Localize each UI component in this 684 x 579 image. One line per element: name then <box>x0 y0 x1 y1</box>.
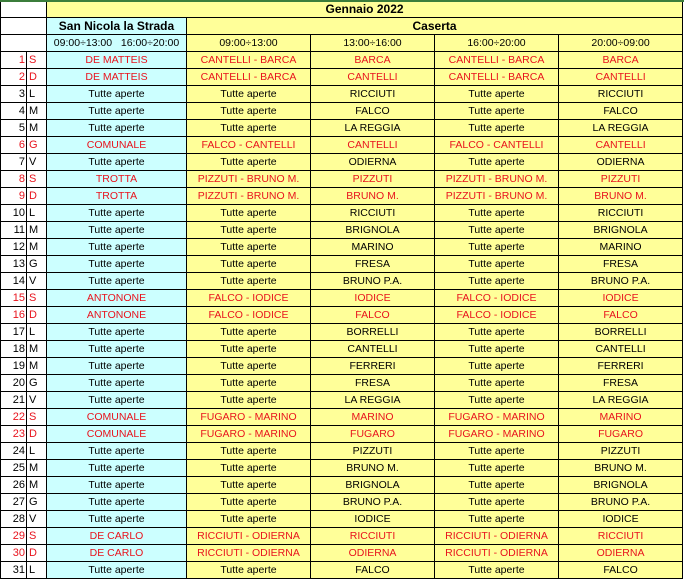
caserta-shift-4[interactable]: IODICE <box>559 511 683 528</box>
caserta-shift-2[interactable]: BRUNO M. <box>311 460 435 477</box>
schedule-rows <box>1 52 683 579</box>
caserta-shift-3[interactable]: Tutte aperte <box>435 222 559 239</box>
day-number[interactable]: 22 <box>1 409 27 426</box>
shift-hours-san-nicola[interactable]: 09:00÷13:00 16:00÷20:00 <box>47 35 187 52</box>
caserta-shift-2[interactable]: FALCO <box>311 562 435 579</box>
day-of-week[interactable]: V <box>27 273 47 290</box>
day-number[interactable]: 27 <box>1 494 27 511</box>
caserta-shift-3[interactable]: PIZZUTI - BRUNO M. <box>435 188 559 205</box>
caserta-shift-3[interactable]: FUGARO - MARINO <box>435 409 559 426</box>
caserta-shift-2[interactable]: MARINO <box>311 409 435 426</box>
day-number[interactable]: 7 <box>1 154 27 171</box>
day-number[interactable]: 28 <box>1 511 27 528</box>
caserta-shift-3[interactable]: Tutte aperte <box>435 375 559 392</box>
san-nicola-shift[interactable]: DE MATTEIS <box>47 69 187 86</box>
san-nicola-shift[interactable]: COMUNALE <box>47 137 187 154</box>
day-of-week[interactable]: S <box>27 52 47 69</box>
shift-hours-caserta-1[interactable]: 09:00÷13:00 <box>187 35 311 52</box>
san-nicola-shift[interactable]: Tutte aperte <box>47 239 187 256</box>
caserta-shift-4[interactable]: BRUNO P.A. <box>559 273 683 290</box>
day-of-week[interactable]: G <box>27 494 47 511</box>
table-row <box>1 222 683 239</box>
san-nicola-shift[interactable]: DE CARLO <box>47 545 187 562</box>
table-row <box>1 358 683 375</box>
day-of-week[interactable]: M <box>27 460 47 477</box>
day-number[interactable]: 24 <box>1 443 27 460</box>
day-number[interactable]: 10 <box>1 205 27 222</box>
table-row <box>1 341 683 358</box>
shift-hours-caserta-3[interactable]: 16:00÷20:00 <box>435 35 559 52</box>
caserta-shift-2[interactable]: ODIERNA <box>311 545 435 562</box>
caserta-shift-3[interactable]: Tutte aperte <box>435 392 559 409</box>
caserta-shift-4[interactable]: PIZZUTI <box>559 171 683 188</box>
caserta-shift-3[interactable]: Tutte aperte <box>435 324 559 341</box>
caserta-shift-2[interactable]: MARINO <box>311 239 435 256</box>
caserta-shift-2[interactable]: RICCIUTI <box>311 86 435 103</box>
caserta-shift-2[interactable]: FERRERI <box>311 358 435 375</box>
caserta-shift-3[interactable]: Tutte aperte <box>435 341 559 358</box>
caserta-shift-2[interactable]: BORRELLI <box>311 324 435 341</box>
day-of-week[interactable]: S <box>27 171 47 188</box>
day-of-week[interactable]: V <box>27 392 47 409</box>
san-nicola-shift[interactable]: COMUNALE <box>47 426 187 443</box>
day-number[interactable]: 3 <box>1 86 27 103</box>
day-of-week[interactable]: L <box>27 443 47 460</box>
caserta-shift-4[interactable]: CANTELLI <box>559 341 683 358</box>
day-number[interactable]: 1 <box>1 52 27 69</box>
caserta-shift-1[interactable]: FALCO - IODICE <box>187 290 311 307</box>
caserta-shift-1[interactable]: Tutte aperte <box>187 103 311 120</box>
day-of-week[interactable]: D <box>27 307 47 324</box>
caserta-shift-1[interactable]: CANTELLI - BARCA <box>187 69 311 86</box>
table-row <box>1 511 683 528</box>
caserta-shift-3[interactable]: FALCO - CANTELLI <box>435 137 559 154</box>
table-row <box>1 154 683 171</box>
caserta-shift-3[interactable]: Tutte aperte <box>435 562 559 579</box>
caserta-shift-3[interactable]: Tutte aperte <box>435 460 559 477</box>
day-number[interactable]: 21 <box>1 392 27 409</box>
caserta-shift-1[interactable]: Tutte aperte <box>187 392 311 409</box>
san-nicola-shift[interactable]: Tutte aperte <box>47 358 187 375</box>
caserta-shift-4[interactable]: LA REGGIA <box>559 392 683 409</box>
day-of-week[interactable]: L <box>27 86 47 103</box>
caserta-shift-1[interactable]: Tutte aperte <box>187 256 311 273</box>
caserta-shift-1[interactable]: Tutte aperte <box>187 120 311 137</box>
caserta-shift-4[interactable]: IODICE <box>559 290 683 307</box>
day-number[interactable]: 2 <box>1 69 27 86</box>
table-row <box>1 188 683 205</box>
table-row <box>1 52 683 69</box>
caserta-shift-4[interactable]: LA REGGIA <box>559 120 683 137</box>
caserta-shift-2[interactable]: BRUNO P.A. <box>311 494 435 511</box>
table-row <box>1 307 683 324</box>
caserta-shift-1[interactable]: Tutte aperte <box>187 86 311 103</box>
table-row <box>1 528 683 545</box>
caserta-shift-3[interactable]: Tutte aperte <box>435 358 559 375</box>
san-nicola-shift[interactable]: Tutte aperte <box>47 511 187 528</box>
table-row <box>1 239 683 256</box>
group-header-san-nicola[interactable]: San Nicola la Strada <box>47 18 187 35</box>
caserta-shift-4[interactable]: CANTELLI <box>559 137 683 154</box>
caserta-shift-4[interactable]: PIZZUTI <box>559 443 683 460</box>
day-number[interactable]: 18 <box>1 341 27 358</box>
caserta-shift-4[interactable]: FUGARO <box>559 426 683 443</box>
san-nicola-shift[interactable]: Tutte aperte <box>47 341 187 358</box>
san-nicola-shift[interactable]: TROTTA <box>47 188 187 205</box>
table-row <box>1 86 683 103</box>
san-nicola-shift[interactable]: COMUNALE <box>47 409 187 426</box>
day-number[interactable]: 9 <box>1 188 27 205</box>
san-nicola-shift[interactable]: Tutte aperte <box>47 392 187 409</box>
caserta-shift-1[interactable]: Tutte aperte <box>187 375 311 392</box>
caserta-shift-4[interactable]: RICCIUTI <box>559 205 683 222</box>
day-number[interactable]: 13 <box>1 256 27 273</box>
table-row <box>1 409 683 426</box>
caserta-shift-1[interactable]: Tutte aperte <box>187 239 311 256</box>
caserta-shift-2[interactable]: IODICE <box>311 511 435 528</box>
caserta-shift-2[interactable]: CANTELLI <box>311 137 435 154</box>
caserta-shift-2[interactable]: CANTELLI <box>311 341 435 358</box>
caserta-shift-1[interactable]: Tutte aperte <box>187 477 311 494</box>
san-nicola-shift[interactable]: ANTONONE <box>47 307 187 324</box>
caserta-shift-4[interactable]: BRUNO P.A. <box>559 494 683 511</box>
caserta-shift-3[interactable]: Tutte aperte <box>435 239 559 256</box>
caserta-shift-4[interactable]: BRIGNOLA <box>559 222 683 239</box>
caserta-shift-4[interactable]: BARCA <box>559 52 683 69</box>
caserta-shift-2[interactable]: BRIGNOLA <box>311 477 435 494</box>
caserta-shift-3[interactable]: Tutte aperte <box>435 120 559 137</box>
san-nicola-shift[interactable]: Tutte aperte <box>47 324 187 341</box>
caserta-shift-4[interactable]: FALCO <box>559 562 683 579</box>
table-row <box>1 460 683 477</box>
day-number[interactable]: 30 <box>1 545 27 562</box>
caserta-shift-4[interactable]: FALCO <box>559 103 683 120</box>
caserta-shift-1[interactable]: RICCIUTI - ODIERNA <box>187 545 311 562</box>
caserta-shift-3[interactable]: Tutte aperte <box>435 205 559 222</box>
caserta-shift-4[interactable]: FALCO <box>559 307 683 324</box>
day-number[interactable]: 4 <box>1 103 27 120</box>
caserta-shift-4[interactable]: FRESA <box>559 375 683 392</box>
san-nicola-shift[interactable]: TROTTA <box>47 171 187 188</box>
table-row <box>1 392 683 409</box>
san-nicola-shift[interactable]: Tutte aperte <box>47 256 187 273</box>
san-nicola-shift[interactable]: Tutte aperte <box>47 86 187 103</box>
caserta-shift-3[interactable]: FALCO - IODICE <box>435 307 559 324</box>
san-nicola-shift[interactable]: Tutte aperte <box>47 443 187 460</box>
day-of-week[interactable]: L <box>27 324 47 341</box>
san-nicola-shift[interactable]: Tutte aperte <box>47 205 187 222</box>
caserta-shift-3[interactable]: Tutte aperte <box>435 154 559 171</box>
caserta-shift-2[interactable]: PIZZUTI <box>311 171 435 188</box>
san-nicola-shift[interactable]: Tutte aperte <box>47 375 187 392</box>
caserta-shift-1[interactable]: Tutte aperte <box>187 443 311 460</box>
caserta-shift-4[interactable]: BRUNO M. <box>559 460 683 477</box>
day-number[interactable]: 26 <box>1 477 27 494</box>
caserta-shift-1[interactable]: Tutte aperte <box>187 222 311 239</box>
day-of-week[interactable]: M <box>27 120 47 137</box>
caserta-shift-2[interactable]: FRESA <box>311 256 435 273</box>
caserta-shift-2[interactable]: IODICE <box>311 290 435 307</box>
day-number[interactable]: 17 <box>1 324 27 341</box>
san-nicola-shift[interactable]: Tutte aperte <box>47 273 187 290</box>
san-nicola-shift[interactable]: DE CARLO <box>47 528 187 545</box>
table-row <box>1 494 683 511</box>
caserta-shift-2[interactable]: CANTELLI <box>311 69 435 86</box>
day-of-week[interactable]: M <box>27 103 47 120</box>
caserta-shift-3[interactable]: CANTELLI - BARCA <box>435 52 559 69</box>
caserta-shift-4[interactable]: FRESA <box>559 256 683 273</box>
caserta-shift-2[interactable]: BRUNO P.A. <box>311 273 435 290</box>
table-row <box>1 290 683 307</box>
caserta-shift-3[interactable]: Tutte aperte <box>435 477 559 494</box>
day-of-week[interactable]: D <box>27 426 47 443</box>
day-number[interactable]: 16 <box>1 307 27 324</box>
caserta-shift-4[interactable]: RICCIUTI <box>559 86 683 103</box>
caserta-shift-4[interactable]: BRUNO M. <box>559 188 683 205</box>
caserta-shift-3[interactable]: Tutte aperte <box>435 443 559 460</box>
san-nicola-shift[interactable]: Tutte aperte <box>47 460 187 477</box>
shift-hours-caserta-4[interactable]: 20:00÷09:00 <box>559 35 683 52</box>
caserta-shift-4[interactable]: BRIGNOLA <box>559 477 683 494</box>
caserta-shift-4[interactable]: ODIERNA <box>559 545 683 562</box>
day-number[interactable]: 23 <box>1 426 27 443</box>
table-row <box>1 69 683 86</box>
caserta-shift-2[interactable]: FALCO <box>311 103 435 120</box>
caserta-shift-4[interactable]: MARINO <box>559 239 683 256</box>
san-nicola-shift[interactable]: Tutte aperte <box>47 103 187 120</box>
caserta-shift-1[interactable]: Tutte aperte <box>187 511 311 528</box>
san-nicola-shift[interactable]: Tutte aperte <box>47 494 187 511</box>
day-of-week[interactable]: D <box>27 69 47 86</box>
day-number[interactable]: 12 <box>1 239 27 256</box>
caserta-shift-4[interactable]: BORRELLI <box>559 324 683 341</box>
caserta-shift-4[interactable]: RICCIUTI <box>559 528 683 545</box>
san-nicola-shift[interactable]: Tutte aperte <box>47 222 187 239</box>
caserta-shift-3[interactable]: RICCIUTI - ODIERNA <box>435 545 559 562</box>
day-number[interactable]: 25 <box>1 460 27 477</box>
day-number[interactable]: 8 <box>1 171 27 188</box>
group-header-caserta[interactable]: Caserta <box>187 18 683 35</box>
table-row <box>1 205 683 222</box>
caserta-shift-4[interactable]: MARINO <box>559 409 683 426</box>
table-row <box>1 256 683 273</box>
caserta-shift-1[interactable]: Tutte aperte <box>187 358 311 375</box>
caserta-shift-2[interactable]: FUGARO <box>311 426 435 443</box>
caserta-shift-2[interactable]: BARCA <box>311 52 435 69</box>
caserta-shift-2[interactable]: ODIERNA <box>311 154 435 171</box>
caserta-shift-3[interactable]: FALCO - IODICE <box>435 290 559 307</box>
caserta-shift-1[interactable]: FALCO - CANTELLI <box>187 137 311 154</box>
day-of-week[interactable]: L <box>27 205 47 222</box>
sheet-top-border <box>0 0 684 2</box>
caserta-shift-2[interactable]: RICCIUTI <box>311 205 435 222</box>
caserta-shift-1[interactable]: Tutte aperte <box>187 205 311 222</box>
day-number[interactable]: 6 <box>1 137 27 154</box>
day-of-week[interactable]: D <box>27 545 47 562</box>
caserta-shift-1[interactable]: Tutte aperte <box>187 154 311 171</box>
day-number[interactable]: 19 <box>1 358 27 375</box>
caserta-shift-2[interactable]: PIZZUTI <box>311 443 435 460</box>
caserta-shift-1[interactable]: FALCO - IODICE <box>187 307 311 324</box>
day-of-week[interactable]: L <box>27 562 47 579</box>
caserta-shift-1[interactable]: PIZZUTI - BRUNO M. <box>187 171 311 188</box>
caserta-shift-1[interactable]: Tutte aperte <box>187 324 311 341</box>
day-of-week[interactable]: S <box>27 290 47 307</box>
caserta-shift-2[interactable]: LA REGGIA <box>311 120 435 137</box>
caserta-shift-3[interactable]: RICCIUTI - ODIERNA <box>435 528 559 545</box>
caserta-shift-4[interactable]: FERRERI <box>559 358 683 375</box>
day-number[interactable]: 29 <box>1 528 27 545</box>
san-nicola-shift[interactable]: Tutte aperte <box>47 477 187 494</box>
shift-hours-caserta-2[interactable]: 13:00÷16:00 <box>311 35 435 52</box>
day-of-week[interactable]: M <box>27 477 47 494</box>
caserta-shift-3[interactable]: Tutte aperte <box>435 103 559 120</box>
caserta-shift-3[interactable]: FUGARO - MARINO <box>435 426 559 443</box>
day-number[interactable]: 5 <box>1 120 27 137</box>
day-of-week[interactable]: G <box>27 256 47 273</box>
day-number[interactable]: 20 <box>1 375 27 392</box>
caserta-shift-2[interactable]: FRESA <box>311 375 435 392</box>
day-of-week[interactable]: M <box>27 341 47 358</box>
caserta-shift-2[interactable]: FALCO <box>311 307 435 324</box>
table-row <box>1 443 683 460</box>
month-title[interactable]: Gennaio 2022 <box>47 1 683 18</box>
san-nicola-shift[interactable]: ANTONONE <box>47 290 187 307</box>
caserta-shift-2[interactable]: RICCIUTI <box>311 528 435 545</box>
day-of-week[interactable]: M <box>27 222 47 239</box>
table-row <box>1 375 683 392</box>
day-number[interactable]: 15 <box>1 290 27 307</box>
caserta-shift-1[interactable]: Tutte aperte <box>187 562 311 579</box>
san-nicola-shift[interactable]: Tutte aperte <box>47 154 187 171</box>
caserta-shift-3[interactable]: PIZZUTI - BRUNO M. <box>435 171 559 188</box>
caserta-shift-3[interactable]: Tutte aperte <box>435 273 559 290</box>
day-of-week[interactable]: M <box>27 358 47 375</box>
corner-cell[interactable] <box>1 1 47 18</box>
day-of-week[interactable]: D <box>27 188 47 205</box>
table-row <box>1 103 683 120</box>
table-row <box>1 137 683 154</box>
day-number[interactable]: 31 <box>1 562 27 579</box>
day-of-week[interactable]: M <box>27 239 47 256</box>
caserta-shift-3[interactable]: Tutte aperte <box>435 256 559 273</box>
caserta-shift-3[interactable]: CANTELLI - BARCA <box>435 69 559 86</box>
day-of-week[interactable]: G <box>27 137 47 154</box>
day-number[interactable]: 14 <box>1 273 27 290</box>
table-row <box>1 477 683 494</box>
caserta-shift-3[interactable]: Tutte aperte <box>435 511 559 528</box>
table-row <box>1 324 683 341</box>
table-row <box>1 120 683 137</box>
table-row <box>1 273 683 290</box>
san-nicola-shift[interactable]: Tutte aperte <box>47 120 187 137</box>
caserta-shift-4[interactable]: CANTELLI <box>559 69 683 86</box>
day-number[interactable]: 11 <box>1 222 27 239</box>
corner-cell[interactable] <box>1 18 47 35</box>
caserta-shift-4[interactable]: ODIERNA <box>559 154 683 171</box>
corner-cell[interactable] <box>1 35 47 52</box>
san-nicola-shift[interactable]: Tutte aperte <box>47 562 187 579</box>
caserta-shift-1[interactable]: Tutte aperte <box>187 460 311 477</box>
caserta-shift-1[interactable]: Tutte aperte <box>187 494 311 511</box>
caserta-shift-3[interactable]: Tutte aperte <box>435 494 559 511</box>
table-row <box>1 545 683 562</box>
day-of-week[interactable]: V <box>27 511 47 528</box>
table-row <box>1 171 683 188</box>
table-row <box>1 426 683 443</box>
day-of-week[interactable]: G <box>27 375 47 392</box>
caserta-shift-1[interactable]: Tutte aperte <box>187 273 311 290</box>
caserta-shift-1[interactable]: RICCIUTI - ODIERNA <box>187 528 311 545</box>
caserta-shift-1[interactable]: PIZZUTI - BRUNO M. <box>187 188 311 205</box>
caserta-shift-3[interactable]: Tutte aperte <box>435 86 559 103</box>
caserta-shift-2[interactable]: LA REGGIA <box>311 392 435 409</box>
caserta-shift-2[interactable]: BRIGNOLA <box>311 222 435 239</box>
san-nicola-shift[interactable]: DE MATTEIS <box>47 52 187 69</box>
caserta-shift-1[interactable]: Tutte aperte <box>187 341 311 358</box>
caserta-shift-2[interactable]: BRUNO M. <box>311 188 435 205</box>
day-of-week[interactable]: S <box>27 409 47 426</box>
caserta-shift-1[interactable]: CANTELLI - BARCA <box>187 52 311 69</box>
caserta-shift-1[interactable]: FUGARO - MARINO <box>187 426 311 443</box>
caserta-shift-1[interactable]: FUGARO - MARINO <box>187 409 311 426</box>
day-of-week[interactable]: S <box>27 528 47 545</box>
day-of-week[interactable]: V <box>27 154 47 171</box>
